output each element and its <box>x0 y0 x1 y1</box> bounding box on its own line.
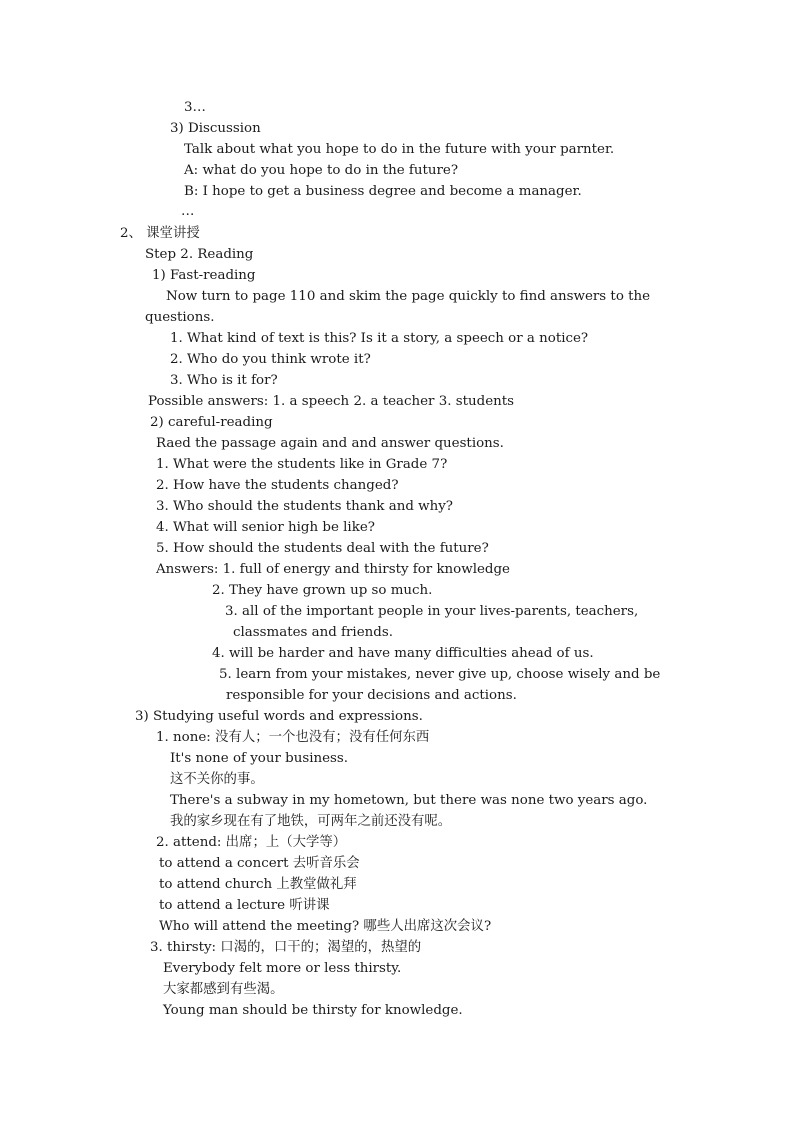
question-item: 2. How have the students changed? <box>156 478 399 493</box>
example-sentence: Young man should be thirsty for knowledge. <box>163 1003 463 1018</box>
example-phrase: to attend church 上教堂做礼拜 <box>159 877 357 892</box>
answer-item: 2. They have grown up so much. <box>212 583 433 598</box>
example-sentence: It's none of your business. <box>170 751 349 766</box>
dialogue-line: B: I hope to get a business degree and become a manager. <box>184 184 582 199</box>
vocab-entry: 1. none: 没有人；一个也没有；没有任何东西 <box>156 730 430 745</box>
question-item: 2. Who do you think wrote it? <box>170 352 371 367</box>
section-heading: 3) Studying useful words and expressions. <box>135 709 423 724</box>
text-line: Now turn to page 110 and skim the page quickly to find answers to the <box>166 289 651 304</box>
text-line: questions. <box>145 310 215 325</box>
text-line: … <box>181 204 195 219</box>
example-phrase: to attend a lecture 听讲课 <box>159 898 330 913</box>
example-sentence: Everybody felt more or less thirsty. <box>163 961 402 976</box>
section-heading: 2、 课堂讲授 <box>120 226 200 241</box>
section-heading: 3) Discussion <box>170 121 261 136</box>
text-line: Talk about what you hope to do in the future with your parnter. <box>184 142 615 157</box>
answer-line: Answers: 1. full of energy and thirsty for knowledge <box>156 562 510 577</box>
section-heading: 2) careful-reading <box>150 415 273 430</box>
example-sentence: Who will attend the meeting? 哪些人出席这次会议? <box>159 919 492 934</box>
vocab-entry: 3. thirsty: 口渴的，口干的；渴望的，热望的 <box>150 940 422 955</box>
example-translation: 这不关你的事。 <box>170 772 264 787</box>
answer-line: Possible answers: 1. a speech 2. a teacher 3. students <box>148 394 514 409</box>
question-item: 4. What will senior high be like? <box>156 520 375 535</box>
example-sentence: There's a subway in my hometown, but there was none two years ago. <box>170 793 648 808</box>
answer-item: 5. learn from your mistakes, never give up, choose wisely and be <box>219 667 661 682</box>
answer-item-continued: responsible for your decisions and actions. <box>226 688 517 703</box>
section-heading: 1) Fast-reading <box>152 268 256 283</box>
question-item: 1. What were the students like in Grade 7? <box>156 457 448 472</box>
question-item: 1. What kind of text is this? Is it a story, a speech or a notice? <box>170 331 589 346</box>
answer-item: 3. all of the important people in your lives-parents, teachers, <box>225 604 639 619</box>
text-line: 3… <box>184 100 206 115</box>
step-heading: Step 2. Reading <box>145 247 254 262</box>
question-item: 3. Who is it for? <box>170 373 278 388</box>
answer-item: 4. will be harder and have many difficulties ahead of us. <box>212 646 594 661</box>
example-phrase: to attend a concert 去听音乐会 <box>159 856 360 871</box>
vocab-entry: 2. attend: 出席；上（大学等） <box>156 835 347 850</box>
example-translation: 大家都感到有些渴。 <box>163 982 284 997</box>
question-item: 5. How should the students deal with the future? <box>156 541 489 556</box>
example-translation: 我的家乡现在有了地铁，可两年之前还没有呢。 <box>170 814 452 829</box>
question-item: 3. Who should the students thank and why? <box>156 499 453 514</box>
text-line: Raed the passage again and and answer questions. <box>156 436 504 451</box>
dialogue-line: A: what do you hope to do in the future? <box>184 163 459 178</box>
answer-item-continued: classmates and friends. <box>233 625 393 640</box>
